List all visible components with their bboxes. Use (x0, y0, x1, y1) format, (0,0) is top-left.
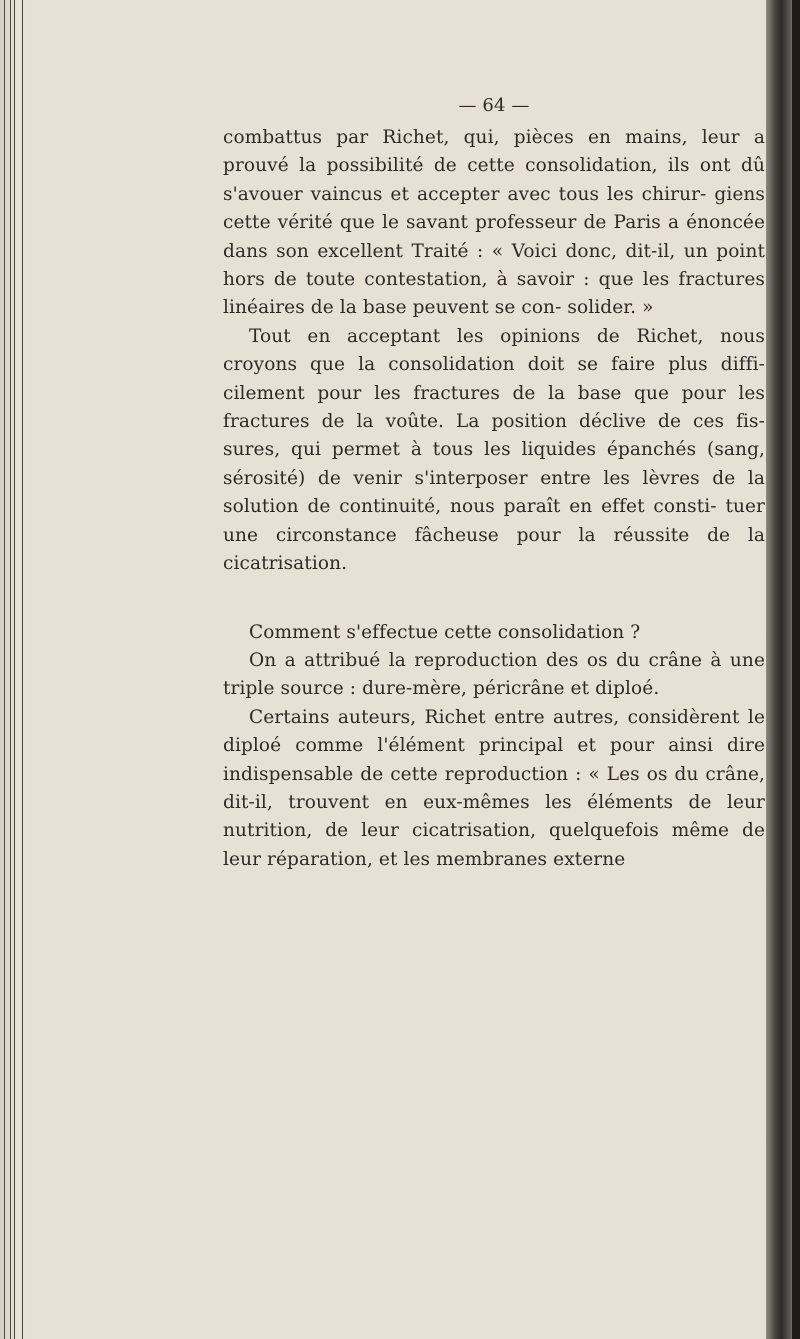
paragraph-4: On a attribué la reproduction des os du crâne à une triple source : dure-mère, péricrâne et diploé. (223, 649, 765, 700)
paragraph-3-question: Comment s'effectue cette consolidation ? (249, 621, 641, 643)
page-edge-shadow (792, 0, 800, 1339)
paragraph-2: Tout en acceptant les opinions de Richet, nous croyons que la consolidation doit se faire plus diffi- cilement pour les fractures de la base que pour les fractures de la voûte. La position déclive de ces fis- sures, qui permet à tous les liquides épanchés (sang, sérosité) de venir s'interposer entre les lèvres de la solution de continuité, nous paraît en effet consti- tuer une circonstance fâcheuse pour la réussite de la cicatrisation. (223, 325, 765, 575)
page-number-header: — 64 — (458, 95, 530, 116)
paragraph-gap (223, 579, 765, 619)
binding-gutter (0, 0, 30, 1339)
gutter-rule (22, 0, 23, 1339)
paragraph-1: combattus par Richet, qui, pièces en mains, leur a prouvé la possibilité de cette consolidation, ils ont dû s'avouer vaincus et accepter avec tous les chirur- giens cette vérité que le savant professeur de Paris a énoncée dans son excellent Traité : « Voici donc, dit-il, un point hors de toute contestation, à savoir : que les fractures linéaires de la base peuvent se con- solider. » (223, 127, 765, 319)
gutter-rule (4, 0, 5, 1339)
page-body (223, 92, 765, 874)
gutter-rule (14, 0, 15, 1339)
gutter-rule (10, 0, 11, 1339)
paragraph-5: Certains auteurs, Richet entre autres, considèrent le diploé comme l'élément principal et pour ainsi dire indispensable de cette reproduction : « Les os du crâne, dit-il, trouvent en eux-mêmes les éléments de leur nutrition, de leur cicatrisation, quelquefois même de leur réparation, et les membranes externe (223, 706, 765, 870)
